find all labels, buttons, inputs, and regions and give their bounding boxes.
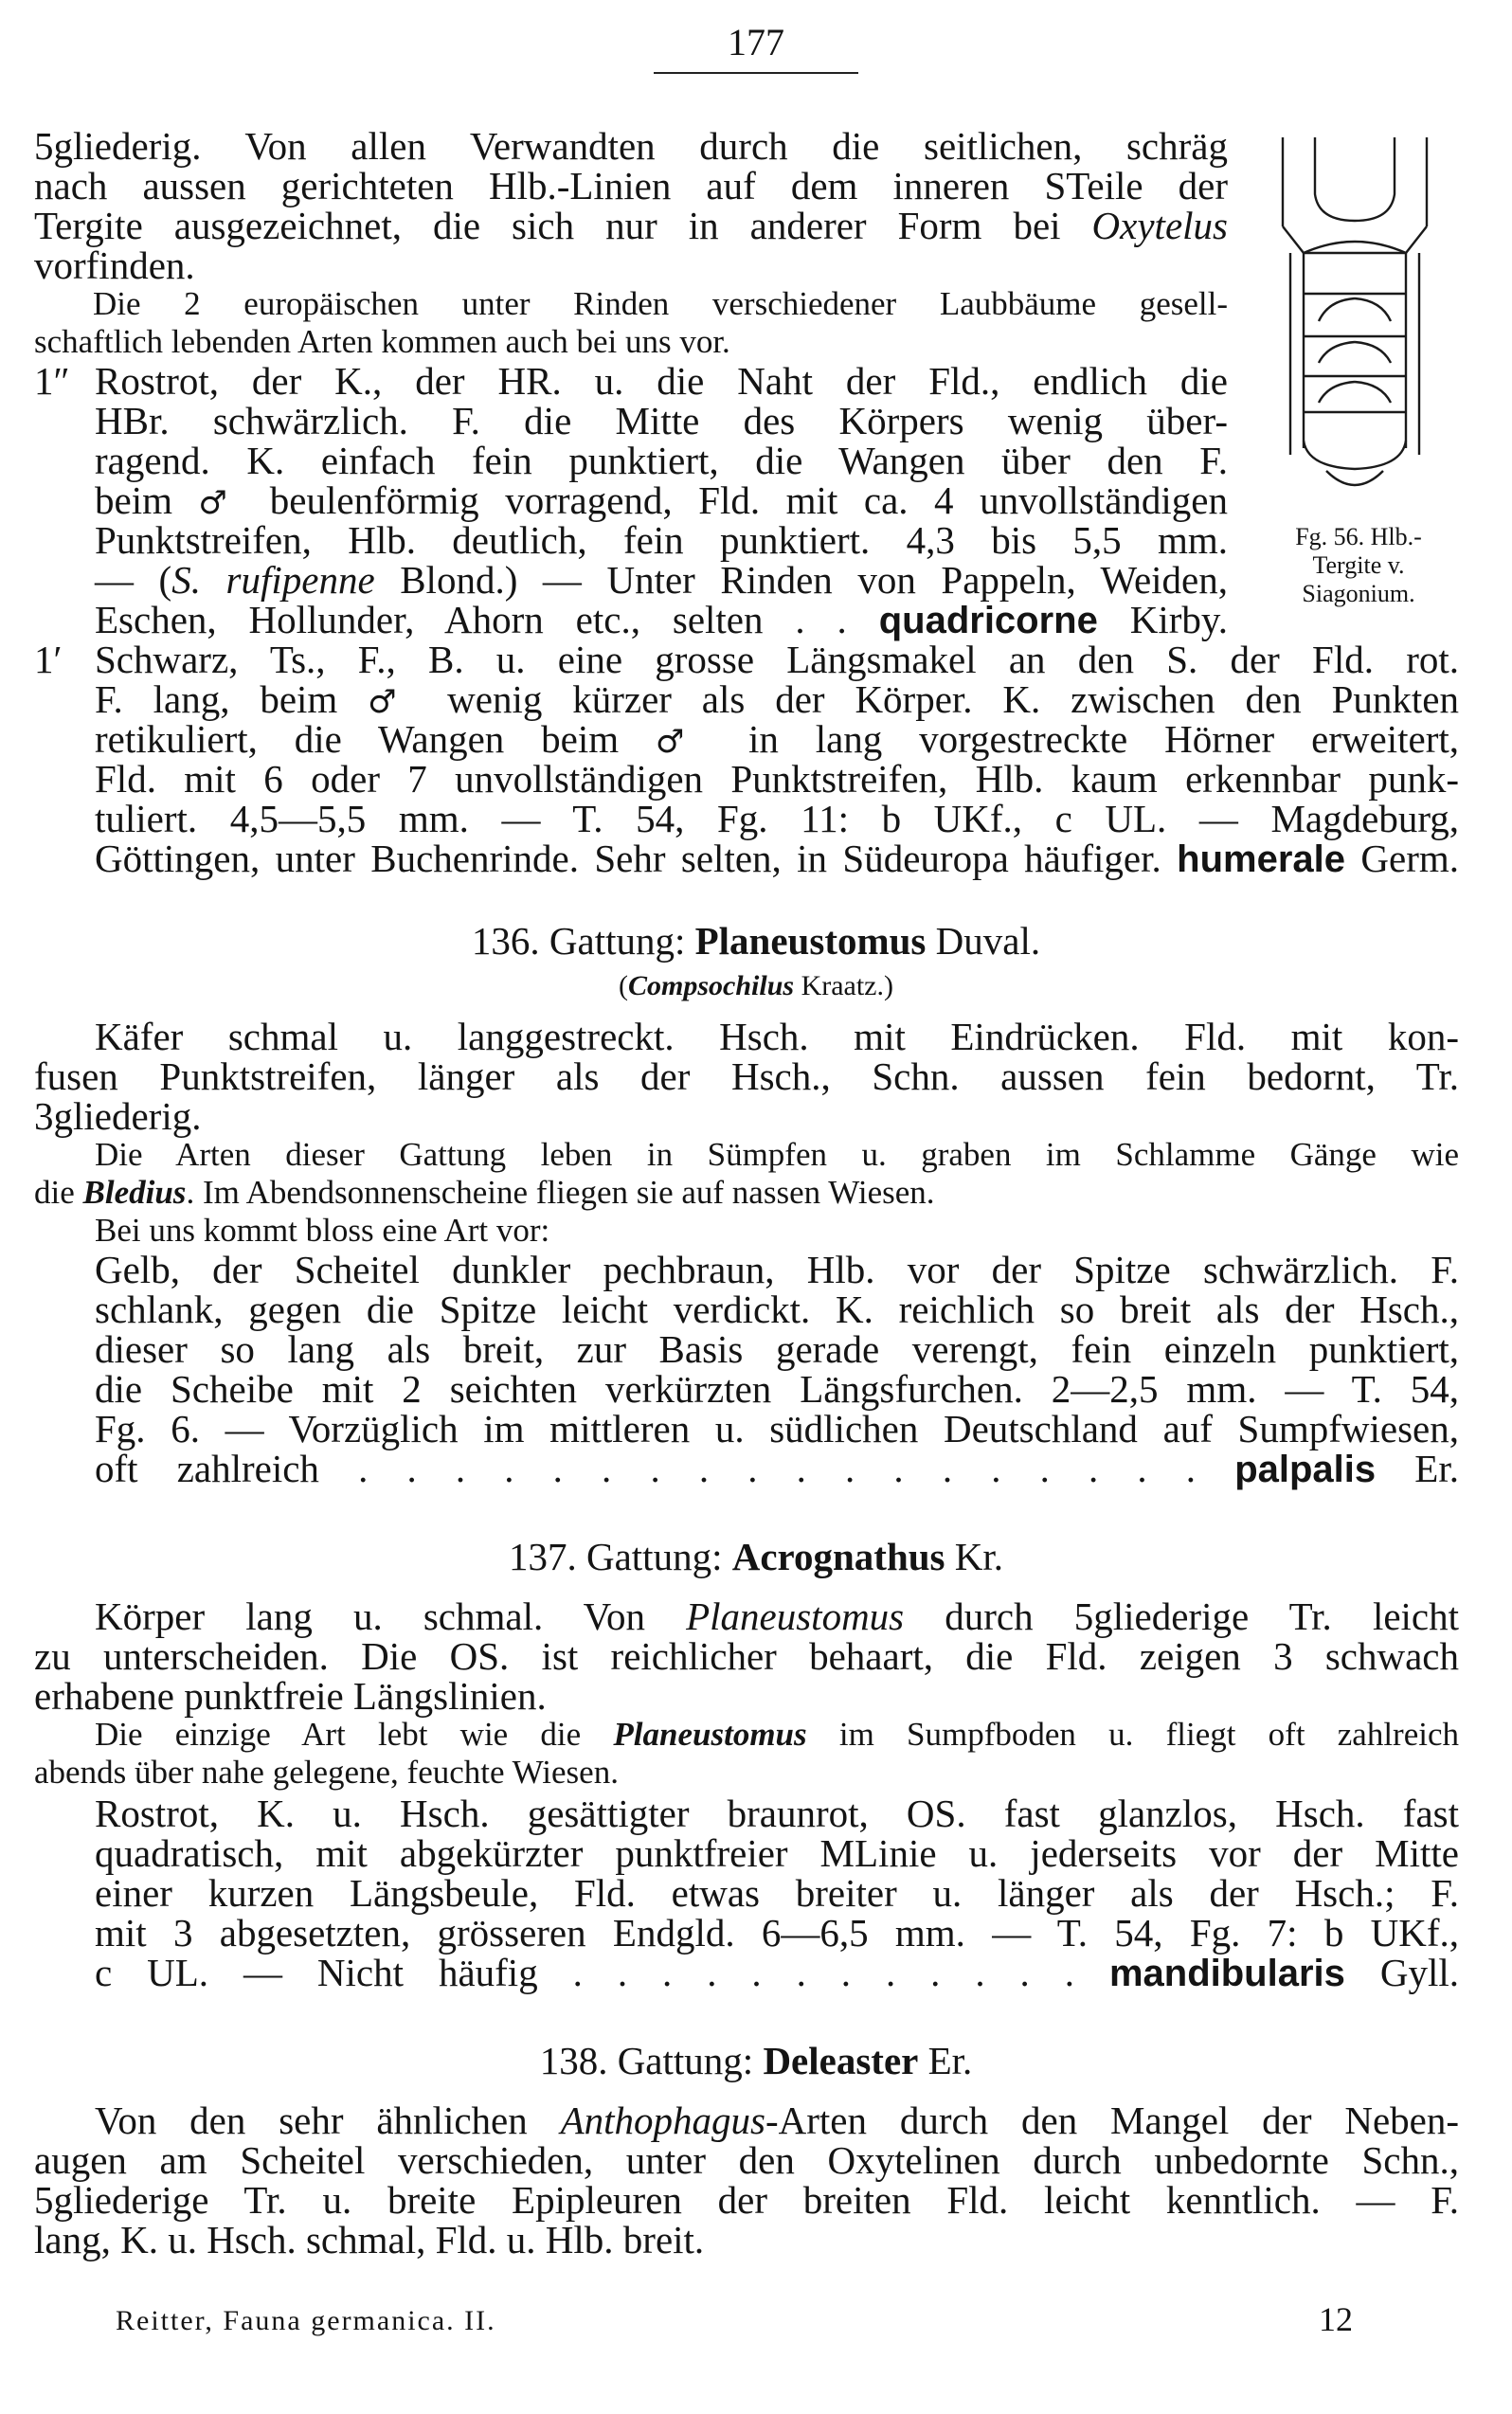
figure-caption-line-2: Tergite v. — [1312, 551, 1405, 579]
text-line: Käfer schmal u. langgestreckt. Hsch. mit Eindrücken. Fld. mit kon- — [95, 1015, 1459, 1058]
abdomen-tergites-drawing — [1269, 128, 1440, 507]
text-line: retikuliert, die Wangen beim ♂ in lang vorgestreckte Hörner erweitert, — [95, 717, 1459, 761]
text-line: schlank, gegen die Spitze leicht verdickt. K. reichlich so breit als der Hsch., — [95, 1288, 1459, 1331]
text-line: schaftlich lebenden Arten kommen auch bei uns vor. — [34, 323, 730, 360]
text-line: Die Arten dieser Gattung leben in Sümpfen u. graben im Schlamme Gänge wie — [95, 1136, 1459, 1173]
text-line: ragend. K. einfach fein punktiert, die Wangen über den F. — [95, 439, 1228, 482]
text-line: nach aussen gerichteten Hlb.-Linien auf dem inneren STeile der — [34, 164, 1228, 207]
key-number: 1″ — [34, 359, 70, 403]
text-line: einer kurzen Längsbeule, Fld. etwas breiter u. länger als der Hsch.; F. — [95, 1871, 1459, 1915]
text-line: dieser so lang als breit, zur Basis gerade verengt, fein einzeln punktiert, — [95, 1327, 1459, 1371]
footer-source: Reitter, Fauna germanica. II. — [116, 2305, 496, 2336]
species-name: mandibularis — [1108, 1953, 1345, 1994]
text-line: vorfinden. — [34, 243, 195, 287]
figure-caption — [1245, 523, 1472, 608]
genus-synonym-136: (Compsochilus Kraatz.) — [619, 970, 893, 1001]
text-line: F. lang, beim ♂ wenig kürzer als der Körper. K. zwischen den Punkten — [95, 677, 1460, 721]
species-name: palpalis — [1234, 1449, 1377, 1490]
male-symbol: ♂ — [198, 484, 244, 522]
text-line: beim ♂ beulenförmig vorragend, Fld. mit ca. 4 unvollständigen — [95, 478, 1228, 522]
text-line: quadratisch, mit abgekürzter punktfreier MLinie u. jederseits vor der Mitte — [95, 1831, 1459, 1875]
genus-heading-137: 137. Gattung: Acrognathus Kr. — [508, 1535, 1003, 1578]
text-line: 5gliederige Tr. u. breite Epipleuren der breiten Fld. leicht kenntlich. — F. — [34, 2178, 1459, 2222]
text-line: Von den sehr ähnlichen Anthophagus-Arten durch den Mangel der Neben- — [95, 2099, 1459, 2142]
text-line: 3gliederig. — [34, 1094, 202, 1138]
text-line: abends über nahe gelegene, feuchte Wiesen. — [34, 1754, 619, 1791]
text-line: mit 3 abgesetzten, grösseren Endgld. 6—6,5 mm. — T. 54, Fg. 7: b UKf., — [95, 1911, 1459, 1955]
text-line: — (S. rufipenne Blond.) — Unter Rinden von Pappeln, Weiden, — [95, 558, 1228, 602]
key-number: 1′ — [34, 638, 63, 681]
header-rule — [654, 72, 858, 74]
species-name: humerale — [1177, 838, 1345, 880]
text-line: Punktstreifen, Hlb. deutlich, fein punktiert. 4,3 bis 5,5 mm. — [95, 518, 1228, 562]
text-line: oft zahlreich . . . . . . . . . . . . . . . . . . palpalis Er. — [95, 1447, 1459, 1490]
figure-caption-line-3: Siagonium. — [1302, 580, 1415, 607]
text-line: Körper lang u. schmal. Von Planeustomus durch 5gliederige Tr. leicht — [95, 1594, 1460, 1638]
text-line: Fld. mit 6 oder 7 unvollständigen Punktstreifen, Hlb. kaum erkennbar punk- — [95, 757, 1459, 801]
text-line: Rostrot, K. u. Hsch. gesättigter braunrot, OS. fast glanzlos, Hsch. fast — [95, 1792, 1459, 1835]
text-line: Fg. 6. — Vorzüglich im mittleren u. südlichen Deutschland auf Sumpfwiesen, — [95, 1407, 1459, 1450]
text-line: Die 2 europäischen unter Rinden verschiedener Laubbäume gesell- — [93, 285, 1228, 322]
genus-heading-138: 138. Gattung: Deleaster Er. — [539, 2039, 973, 2082]
text-line: Gelb, der Scheitel dunkler pechbraun, Hlb. vor der Spitze schwärzlich. F. — [95, 1248, 1459, 1291]
text-line: c UL. — Nicht häufig . . . . . . . . . . . . mandibularis Gyll. — [95, 1951, 1459, 1994]
text-line: Rostrot, der K., der HR. u. die Naht der Fld., endlich die — [95, 359, 1228, 403]
text-line: Tergite ausgezeichnet, die sich nur in anderer Form bei Oxytelus — [34, 204, 1228, 247]
text-line: fusen Punktstreifen, länger als der Hsch., Schn. aussen fein bedornt, Tr. — [34, 1054, 1459, 1098]
text-line: HBr. schwärzlich. F. die Mitte des Körpers wenig über- — [95, 399, 1228, 442]
text-line: 5gliederig. Von allen Verwandten durch die seitlichen, schräg — [34, 124, 1228, 168]
text-line: Die einzige Art lebt wie die Planeustomus im Sumpfboden u. fliegt oft zahlreich — [95, 1716, 1460, 1753]
footer-sheet-number: 12 — [1319, 2300, 1353, 2338]
male-symbol: ♂ — [368, 683, 418, 721]
text-line: Schwarz, Ts., F., B. u. eine grosse Längsmakel an den S. der Fld. rot. — [95, 638, 1459, 681]
text-line: Eschen, Hollunder, Ahorn etc., selten . . quadricorne Kirby. — [95, 598, 1228, 641]
text-line: lang, K. u. Hsch. schmal, Fld. u. Hlb. breit. — [34, 2218, 705, 2261]
text-line: augen am Scheitel verschieden, unter den Oxytelinen durch unbedornte Schn., — [34, 2138, 1459, 2182]
text-line: Bei uns kommt bloss eine Art vor: — [95, 1212, 550, 1249]
text-line: tuliert. 4,5—5,5 mm. — T. 54, Fg. 11: b UKf., c UL. — Magdeburg, — [95, 797, 1459, 840]
text-line: zu unterscheiden. Die OS. ist reichlicher behaart, die Fld. zeigen 3 schwach — [34, 1634, 1459, 1678]
text-line: die Scheibe mit 2 seichten verkürzten Längsfurchen. 2—2,5 mm. — T. 54, — [95, 1367, 1459, 1411]
text-line: erhabene punktfreie Längslinien. — [34, 1674, 547, 1718]
text-line: Göttingen, unter Buchenrinde. Sehr selten, in Südeuropa häufiger. humerale Germ. — [95, 837, 1459, 880]
page-number: 177 — [728, 21, 784, 63]
species-name: quadricorne — [878, 600, 1098, 641]
male-symbol: ♂ — [655, 723, 712, 761]
text-line: die Bledius. Im Abendsonnenscheine fliegen sie auf nassen Wiesen. — [34, 1174, 935, 1211]
genus-heading-136: 136. Gattung: Planeustomus Duval. — [471, 919, 1041, 963]
figure-caption-line-1: Fg. 56. Hlb.- — [1295, 523, 1422, 550]
